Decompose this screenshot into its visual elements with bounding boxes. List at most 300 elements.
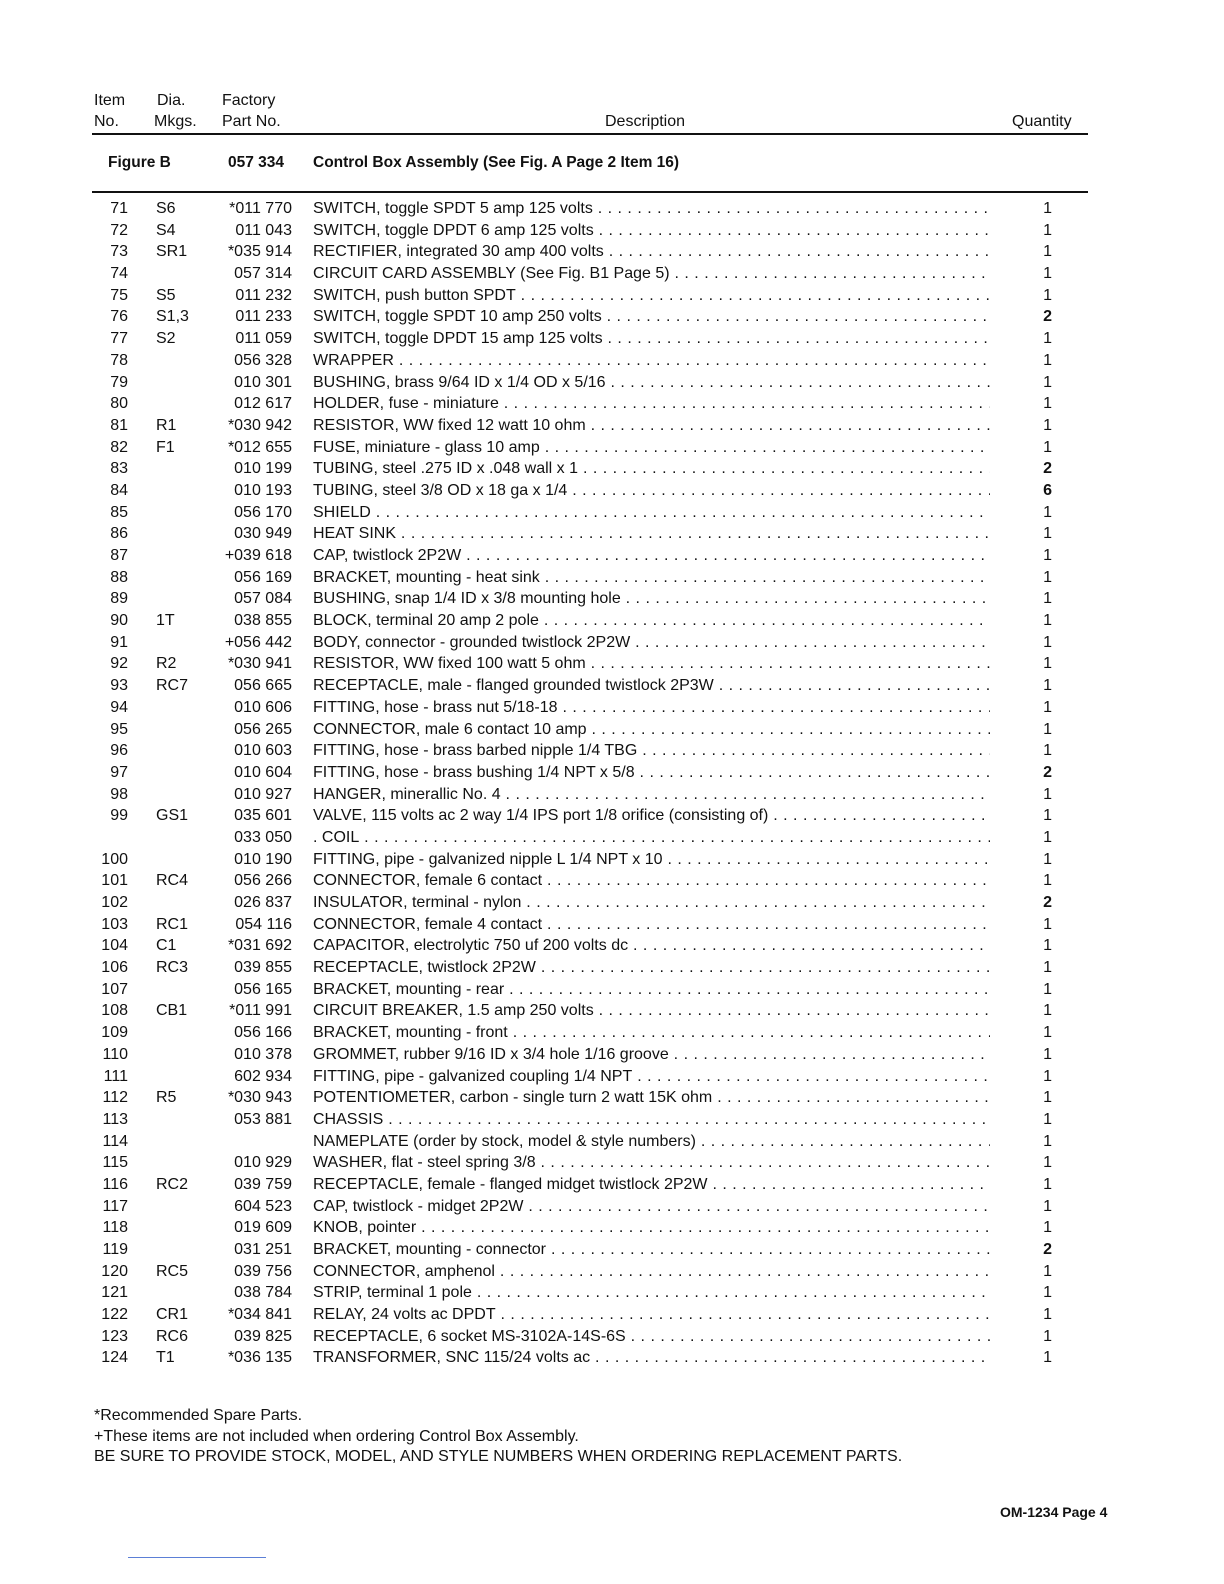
quantity: 1 xyxy=(1043,1197,1052,1215)
item-number: 100 xyxy=(101,850,128,868)
quantity: 1 xyxy=(1043,373,1052,391)
quantity: 1 xyxy=(1043,438,1052,456)
quantity: 2 xyxy=(1043,308,1052,326)
item-number: 87 xyxy=(110,547,128,564)
part-number: 011 043 xyxy=(235,221,292,239)
table-row xyxy=(0,1196,1224,1218)
item-number: 112 xyxy=(102,1089,128,1107)
description: RECEPTACLE, male - flanged grounded twistlock 2P3W . . . xyxy=(313,675,990,697)
item-number: 114 xyxy=(102,1132,128,1150)
quantity: 1 xyxy=(1043,547,1052,564)
quantity: 1 xyxy=(1043,915,1052,933)
header-description: Description xyxy=(605,113,686,130)
diagram-marking: CB1 xyxy=(156,1002,188,1020)
description: RESISTOR, WW fixed 12 watt 10 ohm . . . xyxy=(313,415,990,437)
header-quantity: Quantity xyxy=(1012,113,1072,130)
header-item xyxy=(94,90,125,132)
quantity: 1 xyxy=(1043,330,1052,348)
quantity: 1 xyxy=(1043,416,1052,434)
description: CONNECTOR, amphenol . . . xyxy=(313,1261,990,1283)
table-row xyxy=(0,458,1224,480)
header-dia-line1: Dia. xyxy=(157,92,186,109)
quantity: 1 xyxy=(1043,1067,1052,1085)
description: RECTIFIER, integrated 30 amp 400 volts . . . xyxy=(313,241,990,263)
item-number: 77 xyxy=(110,330,128,348)
figure-part-number: 057 334 xyxy=(228,154,285,171)
item-number: 115 xyxy=(102,1154,128,1172)
part-number: *034 841 xyxy=(227,1306,292,1324)
description: HOLDER, fuse - miniature . . . xyxy=(313,393,990,415)
table-row xyxy=(0,1044,1224,1066)
description: RECEPTACLE, twistlock 2P2W . . . xyxy=(313,957,990,979)
part-number: 031 251 xyxy=(234,1241,292,1258)
quantity: 1 xyxy=(1043,698,1052,716)
item-number: 110 xyxy=(102,1045,128,1063)
quantity: 1 xyxy=(1043,937,1052,955)
footnote-excluded-items: +These items are not included when ordering Control Box Assembly. xyxy=(94,1428,579,1445)
part-number: 057 314 xyxy=(234,265,292,283)
table-row xyxy=(0,1261,1224,1283)
description: RELAY, 24 volts ac DPDT . . . xyxy=(313,1304,990,1326)
quantity: 1 xyxy=(1043,828,1052,846)
table-row xyxy=(0,870,1224,892)
table-row xyxy=(0,1347,1224,1369)
footnote-ordering-notice: BE SURE TO PROVIDE STOCK, MODEL, AND STYLE NUMBERS WHEN ORDERING REPLACEMENT PARTS. xyxy=(94,1448,903,1465)
part-number: 056 265 xyxy=(234,720,292,738)
table-row xyxy=(0,610,1224,632)
table-row xyxy=(0,892,1224,914)
part-number: 056 166 xyxy=(234,1024,292,1042)
header-dia xyxy=(154,90,197,132)
item-number: 80 xyxy=(110,395,128,413)
table-row xyxy=(0,784,1224,806)
part-number: 019 609 xyxy=(234,1219,292,1237)
description: RECEPTACLE, 6 socket MS-3102A-14S-6S . . . xyxy=(313,1326,990,1348)
table-row xyxy=(0,502,1224,524)
part-number: 056 266 xyxy=(234,872,292,890)
table-row xyxy=(0,1304,1224,1326)
item-number: 119 xyxy=(102,1241,128,1258)
part-number: *011 770 xyxy=(229,200,292,217)
table-row xyxy=(0,1282,1224,1304)
part-number: 039 756 xyxy=(234,1262,292,1280)
table-row xyxy=(0,523,1224,545)
part-number: 010 929 xyxy=(234,1154,292,1172)
description: NAMEPLATE (order by stock, model & style numbers) . . . xyxy=(313,1131,990,1153)
quantity: 1 xyxy=(1043,243,1052,261)
description: RESISTOR, WW fixed 100 watt 5 ohm . . . xyxy=(313,653,990,675)
part-number: 010 199 xyxy=(234,460,292,478)
part-number: 039 855 xyxy=(234,959,292,977)
diagram-marking: GS1 xyxy=(156,807,189,825)
quantity: 2 xyxy=(1043,1241,1052,1258)
item-number: 104 xyxy=(101,937,128,955)
part-number: 011 232 xyxy=(235,286,292,304)
description: GROMMET, rubber 9/16 ID x 3/4 hole 1/16 groove . . . xyxy=(313,1044,990,1066)
item-number: 121 xyxy=(101,1284,128,1302)
quantity: 1 xyxy=(1043,612,1052,630)
part-number: 010 190 xyxy=(234,850,292,868)
table-row xyxy=(0,241,1224,263)
table-row xyxy=(0,632,1224,654)
table-row xyxy=(0,415,1224,437)
quantity: 1 xyxy=(1043,590,1052,608)
quantity: 1 xyxy=(1043,200,1052,217)
quantity: 1 xyxy=(1043,872,1052,890)
quantity: 1 xyxy=(1043,720,1052,738)
part-number: 039 759 xyxy=(234,1175,292,1193)
table-row xyxy=(0,675,1224,697)
header-part xyxy=(222,90,281,132)
quantity: 1 xyxy=(1043,959,1052,977)
header-item-line1: Item xyxy=(94,92,126,109)
quantity: 1 xyxy=(1043,1284,1052,1302)
quantity: 1 xyxy=(1043,633,1052,651)
quantity: 1 xyxy=(1043,1045,1052,1063)
table-row xyxy=(0,1326,1224,1348)
description: BLOCK, terminal 20 amp 2 pole . . . xyxy=(313,610,990,632)
table-row xyxy=(0,567,1224,589)
part-number: 010 301 xyxy=(234,373,292,391)
description: FITTING, hose - brass bushing 1/4 NPT x 5/8 . . . xyxy=(313,762,990,784)
description: CONNECTOR, female 4 contact . . . xyxy=(313,914,990,936)
diagram-marking: RC6 xyxy=(156,1327,189,1345)
quantity: 1 xyxy=(1043,525,1052,543)
item-number: 85 xyxy=(110,503,128,521)
part-number: +056 442 xyxy=(224,633,292,651)
diagram-marking: S6 xyxy=(156,200,176,217)
description: CIRCUIT CARD ASSEMBLY (See Fig. B1 Page 5) . . . xyxy=(313,263,990,285)
description: SWITCH, toggle SPDT 10 amp 250 volts . . . xyxy=(313,306,990,328)
description: CAP, twistlock - midget 2P2W . . . xyxy=(313,1196,990,1218)
table-row xyxy=(0,1131,1224,1153)
item-number: 113 xyxy=(102,1110,128,1128)
item-number: 111 xyxy=(103,1067,128,1085)
item-number: 86 xyxy=(110,525,128,543)
item-number: 95 xyxy=(110,720,128,738)
description: SHIELD . . . xyxy=(313,502,990,524)
item-number: 75 xyxy=(110,286,128,304)
diagram-marking: SR1 xyxy=(156,243,188,261)
table-row xyxy=(0,588,1224,610)
part-number: *031 692 xyxy=(227,937,292,955)
page-number: OM-1234 Page 4 xyxy=(1000,1504,1108,1520)
part-number: *035 914 xyxy=(227,243,292,261)
diagram-marking: R5 xyxy=(156,1089,177,1107)
part-number: 010 927 xyxy=(234,785,292,803)
quantity: 1 xyxy=(1043,980,1052,998)
part-number: 010 606 xyxy=(234,698,292,716)
table-row xyxy=(0,1000,1224,1022)
quantity: 1 xyxy=(1043,1327,1052,1345)
diagram-marking: CR1 xyxy=(156,1306,189,1324)
item-number: 120 xyxy=(101,1262,128,1280)
description: INSULATOR, terminal - nylon . . . xyxy=(313,892,990,914)
item-number: 76 xyxy=(110,308,128,326)
quantity: 1 xyxy=(1043,742,1052,760)
table-row xyxy=(0,328,1224,350)
description: SWITCH, toggle DPDT 6 amp 125 volts . . . xyxy=(313,220,990,242)
part-number: *030 943 xyxy=(227,1089,292,1107)
part-number: 602 934 xyxy=(234,1067,292,1085)
item-number: 81 xyxy=(110,416,128,434)
table-row xyxy=(0,198,1224,220)
description: BRACKET, mounting - heat sink . . . xyxy=(313,567,990,589)
part-number: 010 193 xyxy=(234,481,292,499)
item-number: 73 xyxy=(110,243,128,261)
quantity: 1 xyxy=(1043,1349,1052,1367)
figure-title: Control Box Assembly (See Fig. A Page 2 Item 16) xyxy=(313,154,680,171)
item-number: 88 xyxy=(110,568,128,586)
item-number: 103 xyxy=(101,915,128,933)
diagram-marking: R1 xyxy=(156,416,177,434)
part-number: 038 784 xyxy=(234,1284,292,1302)
item-number: 78 xyxy=(110,351,128,369)
part-number: 035 601 xyxy=(234,807,292,825)
description: FITTING, pipe - galvanized nipple L 1/4 NPT x 10 . . . xyxy=(313,849,990,871)
table-row xyxy=(0,935,1224,957)
diagram-marking: 1T xyxy=(156,612,175,630)
table-row xyxy=(0,849,1224,871)
table-row xyxy=(0,1022,1224,1044)
description: BRACKET, mounting - front . . . xyxy=(313,1022,990,1044)
footnote-spare-parts: *Recommended Spare Parts. xyxy=(94,1407,303,1424)
table-row xyxy=(0,1217,1224,1239)
description: CIRCUIT BREAKER, 1.5 amp 250 volts . . . xyxy=(313,1000,990,1022)
table-row xyxy=(0,1239,1224,1261)
description: TUBING, steel 3/8 OD x 18 ga x 1/4 . . . xyxy=(313,480,990,502)
table-row xyxy=(0,1109,1224,1131)
item-number: 123 xyxy=(101,1327,128,1345)
diagram-marking: T1 xyxy=(156,1349,175,1367)
part-number: 054 116 xyxy=(235,915,292,933)
description: FITTING, pipe - galvanized coupling 1/4 NPT . . . xyxy=(313,1066,990,1088)
diagram-marking: RC7 xyxy=(156,677,189,695)
quantity: 6 xyxy=(1043,481,1052,499)
quantity: 1 xyxy=(1043,1024,1052,1042)
item-number: 79 xyxy=(110,373,128,391)
quantity: 1 xyxy=(1043,1262,1052,1280)
item-number: 102 xyxy=(101,894,128,911)
part-number: 030 949 xyxy=(234,525,292,543)
item-number: 97 xyxy=(110,763,128,781)
table-row xyxy=(0,306,1224,328)
figure-label: Figure B xyxy=(108,154,171,171)
item-number: 99 xyxy=(110,807,128,825)
quantity: 2 xyxy=(1043,894,1052,911)
quantity: 1 xyxy=(1043,395,1052,413)
description: CHASSIS . . . xyxy=(313,1109,990,1131)
header-dia-line2: Mkgs. xyxy=(154,113,197,130)
description: BODY, connector - grounded twistlock 2P2W . . . xyxy=(313,632,990,654)
quantity: 1 xyxy=(1043,850,1052,868)
item-number: 82 xyxy=(110,438,128,456)
table-row xyxy=(0,697,1224,719)
description: WRAPPER . . . xyxy=(313,350,990,372)
diagram-marking: RC3 xyxy=(156,959,189,977)
diagram-marking: S5 xyxy=(156,286,176,304)
part-number: 010 603 xyxy=(234,742,292,760)
description: WASHER, flat - steel spring 3/8 . . . xyxy=(313,1152,990,1174)
quantity: 1 xyxy=(1043,503,1052,521)
quantity: 1 xyxy=(1043,1175,1052,1193)
table-row xyxy=(0,805,1224,827)
description: . COIL . . . xyxy=(313,827,990,849)
quantity: 1 xyxy=(1043,1154,1052,1172)
part-number: 012 617 xyxy=(234,395,292,413)
description: BRACKET, mounting - connector . . . xyxy=(313,1239,990,1261)
table-row xyxy=(0,914,1224,936)
part-number: *036 135 xyxy=(227,1349,292,1367)
table-row xyxy=(0,740,1224,762)
description: CONNECTOR, female 6 contact . . . xyxy=(313,870,990,892)
part-number: *012 655 xyxy=(227,438,292,456)
item-number: 89 xyxy=(110,590,128,608)
table-row xyxy=(0,393,1224,415)
part-number: 010 378 xyxy=(234,1045,292,1063)
item-number: 124 xyxy=(101,1349,128,1367)
item-number: 101 xyxy=(101,872,128,890)
diagram-marking: RC1 xyxy=(156,915,189,933)
diagram-marking: RC4 xyxy=(156,872,189,890)
description: CAPACITOR, electrolytic 750 uf 200 volts dc . . . xyxy=(313,935,990,957)
parts-table xyxy=(0,198,1224,1369)
table-row xyxy=(0,263,1224,285)
quantity: 1 xyxy=(1043,1219,1052,1237)
description: FUSE, miniature - glass 10 amp . . . xyxy=(313,437,990,459)
item-number: 74 xyxy=(110,265,128,283)
diagram-marking: S1,3 xyxy=(156,308,189,326)
description: CONNECTOR, male 6 contact 10 amp . . . xyxy=(313,719,990,741)
table-row xyxy=(0,437,1224,459)
part-number: 026 837 xyxy=(234,894,292,911)
table-row xyxy=(0,957,1224,979)
part-number: 056 169 xyxy=(234,568,292,586)
description: STRIP, terminal 1 pole . . . xyxy=(313,1282,990,1304)
table-row xyxy=(0,653,1224,675)
quantity: 1 xyxy=(1043,286,1052,304)
description: POTENTIOMETER, carbon - single turn 2 watt 15K ohm . . . xyxy=(313,1087,990,1109)
description: KNOB, pointer . . . xyxy=(313,1217,990,1239)
description: BUSHING, snap 1/4 ID x 3/8 mounting hole . . . xyxy=(313,588,990,610)
quantity: 1 xyxy=(1043,1132,1052,1150)
quantity: 1 xyxy=(1043,568,1052,586)
item-number: 106 xyxy=(101,959,128,977)
part-number: 056 328 xyxy=(234,351,292,369)
part-number: 039 825 xyxy=(234,1327,292,1345)
description: FITTING, hose - brass nut 5/18-18 . . . xyxy=(313,697,990,719)
table-row xyxy=(0,719,1224,741)
quantity: 1 xyxy=(1043,221,1052,239)
part-number: *030 942 xyxy=(227,416,292,434)
item-number: 91 xyxy=(110,633,128,651)
table-row xyxy=(0,372,1224,394)
diagram-marking: R2 xyxy=(156,655,177,673)
figure-rule xyxy=(92,191,1088,193)
description: SWITCH, toggle SPDT 5 amp 125 volts . . . xyxy=(313,198,990,220)
table-row xyxy=(0,762,1224,784)
item-number: 98 xyxy=(110,785,128,803)
part-number: 604 523 xyxy=(234,1197,292,1215)
part-number: 038 855 xyxy=(234,612,292,630)
quantity: 1 xyxy=(1043,785,1052,803)
part-number: 033 050 xyxy=(234,828,292,846)
item-number: 116 xyxy=(102,1175,128,1193)
item-number: 90 xyxy=(110,612,128,630)
quantity: 1 xyxy=(1043,655,1052,673)
part-number: +039 618 xyxy=(224,547,292,564)
description: FITTING, hose - brass barbed nipple 1/4 TBG . . . xyxy=(313,740,990,762)
item-number: 108 xyxy=(101,1002,128,1020)
item-number: 83 xyxy=(110,460,128,478)
item-number: 107 xyxy=(101,980,128,998)
quantity: 1 xyxy=(1043,1089,1052,1107)
item-number: 117 xyxy=(102,1197,128,1215)
quantity: 1 xyxy=(1043,1110,1052,1128)
quantity: 1 xyxy=(1043,1002,1052,1020)
diagram-marking: C1 xyxy=(156,937,177,955)
diagram-marking: S2 xyxy=(156,330,176,348)
table-row xyxy=(0,979,1224,1001)
item-number: 84 xyxy=(110,481,128,499)
table-row xyxy=(0,480,1224,502)
part-number: *030 941 xyxy=(227,655,292,673)
item-number: 72 xyxy=(110,221,128,239)
item-number: 118 xyxy=(102,1219,128,1237)
item-number: 122 xyxy=(101,1306,128,1324)
quantity: 1 xyxy=(1043,1306,1052,1324)
diagram-marking: RC2 xyxy=(156,1175,189,1193)
diagram-marking: RC5 xyxy=(156,1262,189,1280)
table-row xyxy=(0,827,1224,849)
table-row xyxy=(0,285,1224,307)
part-number: 056 170 xyxy=(234,503,292,521)
quantity: 1 xyxy=(1043,677,1052,695)
part-number: 057 084 xyxy=(234,590,292,608)
part-number: 056 165 xyxy=(234,980,292,998)
part-number: *011 991 xyxy=(229,1002,292,1020)
table-row xyxy=(0,350,1224,372)
table-row xyxy=(0,1087,1224,1109)
header-rule xyxy=(92,133,1088,135)
quantity: 2 xyxy=(1043,763,1052,781)
part-number: 011 059 xyxy=(235,330,292,348)
description: CAP, twistlock 2P2W . . . xyxy=(313,545,990,567)
description: TRANSFORMER, SNC 115/24 volts ac . . . xyxy=(313,1347,990,1369)
part-number: 053 881 xyxy=(234,1110,292,1128)
header-part-line1: Factory xyxy=(222,92,276,109)
description: HANGER, minerallic No. 4 . . . xyxy=(313,784,990,806)
quantity: 1 xyxy=(1043,807,1052,825)
item-number: 94 xyxy=(110,698,128,716)
description: HEAT SINK . . . xyxy=(313,523,990,545)
item-number: 71 xyxy=(110,200,128,217)
table-row xyxy=(0,1174,1224,1196)
description: SWITCH, toggle DPDT 15 amp 125 volts . . . xyxy=(313,328,990,350)
diagram-marking: F1 xyxy=(156,438,175,456)
description: RECEPTACLE, female - flanged midget twistlock 2P2W . . . xyxy=(313,1174,990,1196)
table-row xyxy=(0,220,1224,242)
description: SWITCH, push button SPDT . . . xyxy=(313,285,990,307)
description: VALVE, 115 volts ac 2 way 1/4 IPS port 1/8 orifice (consisting of) . . . xyxy=(313,805,990,827)
part-number: 010 604 xyxy=(234,763,292,781)
header-part-line2: Part No. xyxy=(222,113,281,130)
item-number: 92 xyxy=(110,655,128,673)
quantity: 1 xyxy=(1043,351,1052,369)
table-row xyxy=(0,1152,1224,1174)
table-row xyxy=(0,545,1224,567)
diagram-marking: S4 xyxy=(156,221,176,239)
